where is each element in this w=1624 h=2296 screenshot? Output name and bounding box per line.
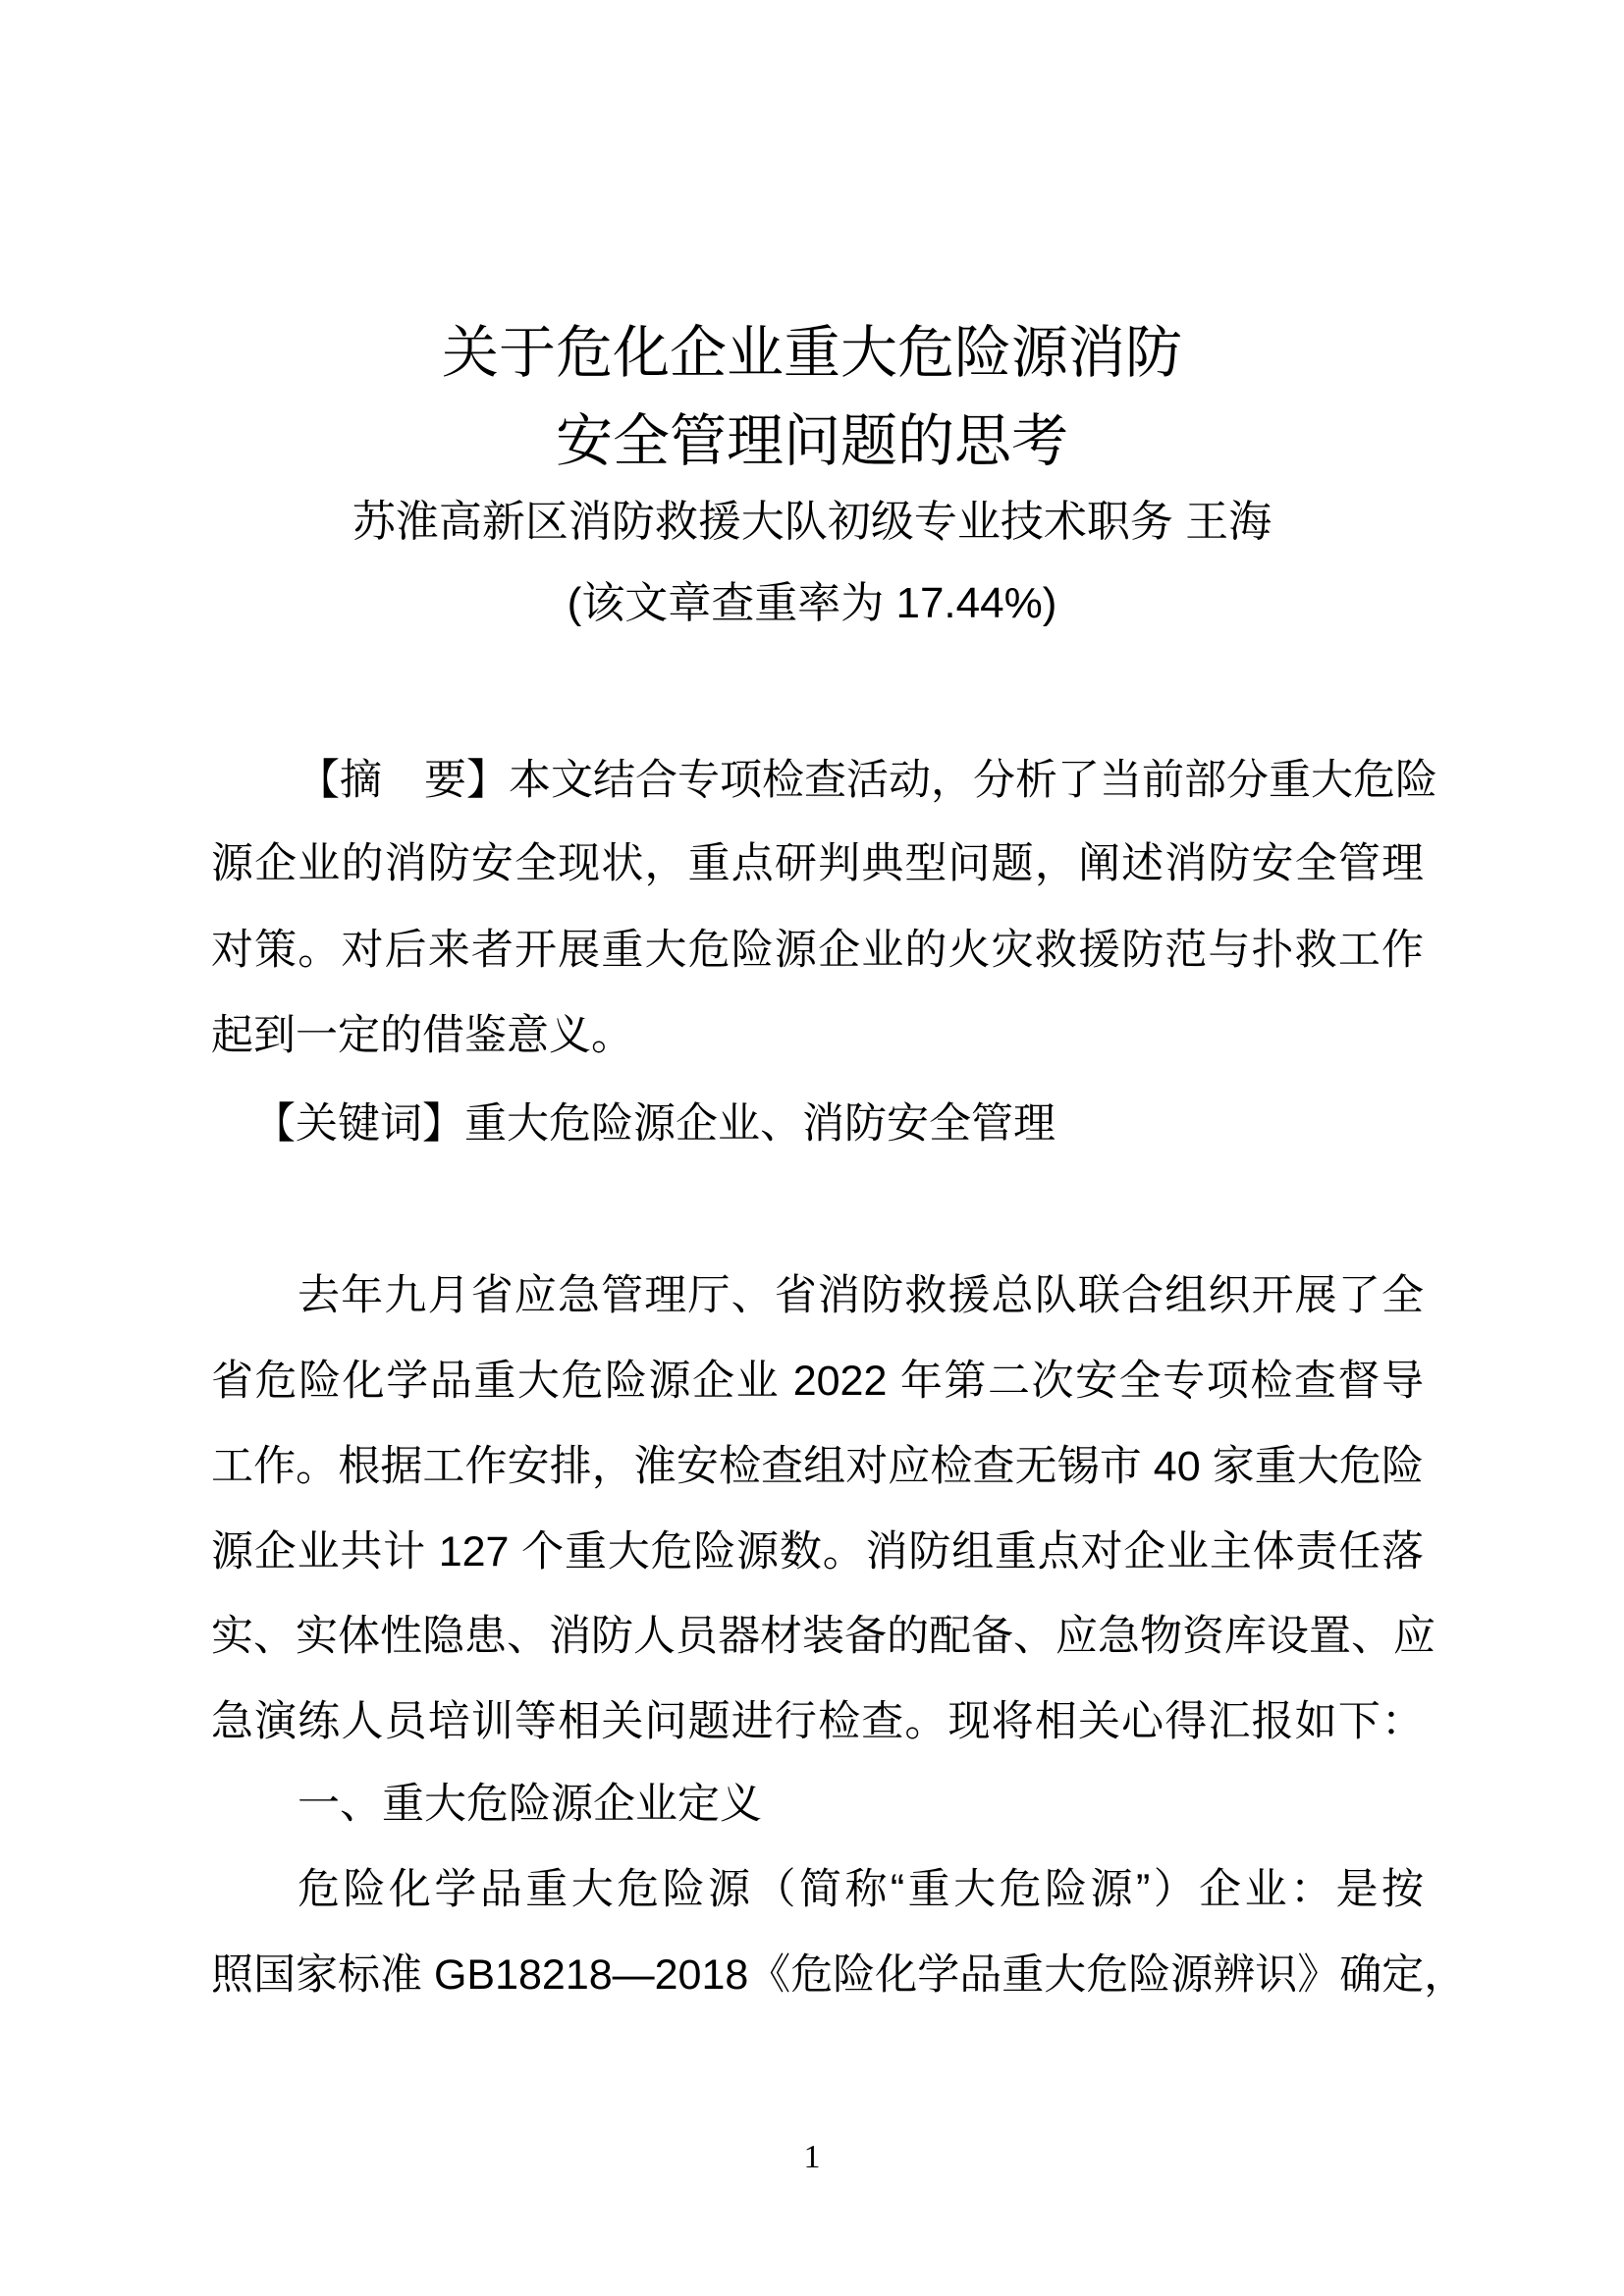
duplicate-rate: (该文章查重率为 17.44%) [567,579,1057,627]
body-line: 工作。根据工作安排，淮安检查组对应检查无锡市 40 家重大危险 [211,1443,1424,1490]
abstract-line: 【摘 要】本文结合专项检查活动，分析了当前部分重大危险 [298,757,1437,804]
abstract-line: 对策。对后来者开展重大危险源企业的火灾救援防范与扑救工作 [211,927,1424,974]
body-line: 去年九月省应急管理厅、省消防救援总队联合组织开展了全 [298,1272,1424,1319]
title-line-2: 安全管理问题的思考 [555,409,1068,473]
page-number: 1 [803,2139,821,2175]
section-heading: 一、重大危险源企业定义 [298,1781,762,1828]
abstract-line: 源企业的消防安全现状，重点研判典型问题，阐述消防安全管理 [211,840,1424,887]
body-line: 急演练人员培训等相关问题进行检查。现将相关心得汇报如下： [211,1698,1424,1745]
body-line: 危险化学品重大危险源（简称“重大危险源”）企业：是按 [298,1866,1424,1913]
body-line: 省危险化学品重大危险源企业 2022 年第二次安全专项检查督导 [211,1358,1424,1405]
abstract-line: 起到一定的借鉴意义。 [211,1012,633,1059]
body-line: 照国家标准 GB18218—2018《危险化学品重大危险源辨识》确定， [211,1951,1467,1999]
title-line-1: 关于危化企业重大危险源消防 [441,321,1182,385]
keywords: 【关键词】重大危险源企业、消防安全管理 [253,1100,1056,1148]
body-line: 实、实体性隐患、消防人员器材装备的配备、应急物资库设置、应 [211,1613,1435,1660]
author-line: 苏淮高新区消防救援大队初级专业技术职务 王海 [352,498,1272,546]
body-line: 源企业共计 127 个重大危险源数。消防组重点对企业主体责任落 [211,1528,1424,1575]
